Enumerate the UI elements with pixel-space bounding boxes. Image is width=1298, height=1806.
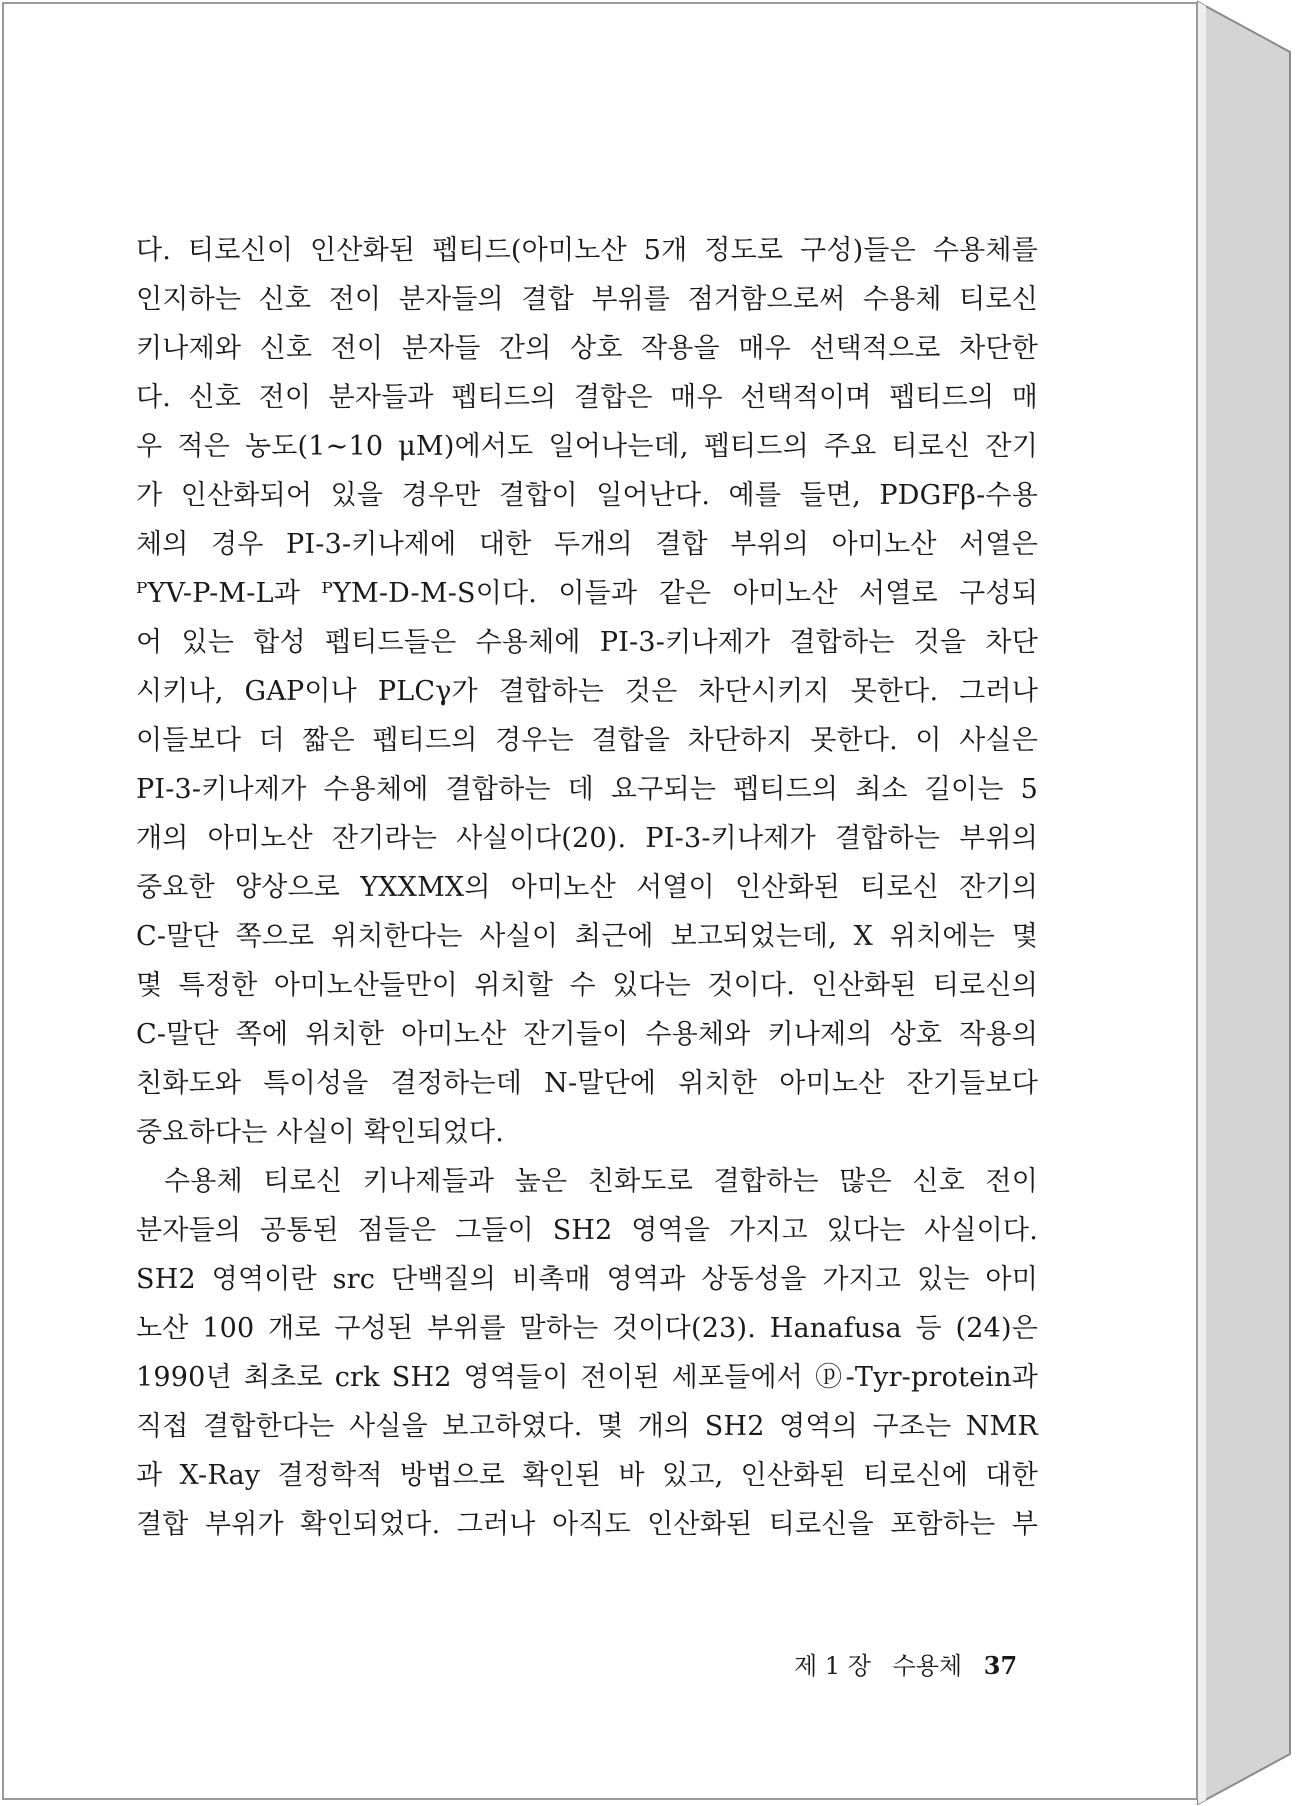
text-line: 어 있는 합성 펩티드들은 수용체에 PI-3-키나제가 결합하는 것을 차단 — [136, 627, 1038, 658]
paragraph-2 — [136, 1157, 1038, 1549]
text-line: 우 적은 농도(1∼10 μM)에서도 일어나는데, 펩티드의 주요 티로신 잔기 — [136, 431, 1038, 462]
text-line: 수용체 티로신 키나제들과 높은 친화도로 결합하는 많은 신호 전이 — [164, 1166, 1038, 1197]
text-line: 시키나, GAP이나 PLCγ가 결합하는 것은 차단시키지 못한다. 그러나 — [136, 676, 1038, 707]
text-line: 이들보다 더 짧은 펩티드의 경우는 결합을 차단하지 못한다. 이 사실은 — [136, 725, 1038, 756]
text-line: 키나제와 신호 전이 분자들 간의 상호 작용을 매우 선택적으로 차단한 — [136, 333, 1038, 364]
text-line: PI-3-키나제가 수용체에 결합하는 데 요구되는 펩티드의 최소 길이는 5 — [136, 774, 1038, 805]
chapter-title: 수용체 — [892, 1652, 963, 1680]
text-line: 개의 아미노산 잔기라는 사실이다(20). PI-3-키나제가 결합하는 부위의 — [136, 823, 1038, 854]
text-line: C-말단 쪽에 위치한 아미노산 잔기들이 수용체와 키나제의 상호 작용의 — [136, 1019, 1038, 1050]
page-number: 37 — [983, 1651, 1018, 1680]
text-line: 인지하는 신호 전이 분자들의 결합 부위를 점거함으로써 수용체 티로신 — [136, 284, 1038, 315]
text-line: 과 X-Ray 결정학적 방법으로 확인된 바 있고, 인산화된 티로신에 대한 — [136, 1460, 1038, 1491]
text-line: 다. 티로신이 인산화된 펩티드(아미노산 5개 정도로 구성)들은 수용체를 — [136, 235, 1038, 266]
text-line: SH2 영역이란 src 단백질의 비촉매 영역과 상동성을 가지고 있는 아미 — [136, 1264, 1038, 1295]
page-footer — [794, 1646, 1017, 1681]
text-line: 노산 100 개로 구성된 부위를 말하는 것이다(23). Hanafusa 등 (24)은 — [136, 1313, 1038, 1344]
text-line: 직접 결합한다는 사실을 보고하였다. 몇 개의 SH2 영역의 구조는 NMR — [136, 1411, 1038, 1442]
text-line: 결합 부위가 확인되었다. 그러나 아직도 인산화된 티로신을 포함하는 부 — [136, 1509, 1038, 1540]
text-line: ᴾYV-P-M-L과 ᴾYM-D-M-S이다. 이들과 같은 아미노산 서열로 구성되 — [136, 578, 1038, 609]
chapter-label: 제 1 장 — [794, 1652, 871, 1680]
text-line: 1990년 최초로 crk SH2 영역들이 전이된 세포들에서 ⓟ-Tyr-protein과 — [136, 1362, 1038, 1393]
paragraph-1 — [136, 226, 1038, 1157]
text-line: 중요하다는 사실이 확인되었다. — [136, 1117, 505, 1148]
text-line: 몇 특정한 아미노산들만이 위치할 수 있다는 것이다. 인산화된 티로신의 — [136, 970, 1038, 1001]
text-line: 친화도와 특이성을 결정하는데 N-말단에 위치한 아미노산 잔기들보다 — [136, 1068, 1038, 1099]
text-line: 다. 신호 전이 분자들과 펩티드의 결합은 매우 선택적이며 펩티드의 매 — [136, 382, 1038, 413]
text-line: 가 인산화되어 있을 경우만 결합이 일어난다. 예를 들면, PDGFβ-수용 — [136, 480, 1038, 511]
text-line: 체의 경우 PI-3-키나제에 대한 두개의 결합 부위의 아미노산 서열은 — [136, 529, 1038, 560]
text-line: C-말단 쪽으로 위치한다는 사실이 최근에 보고되었는데, X 위치에는 몇 — [136, 921, 1038, 952]
text-line: 중요한 양상으로 YXXMX의 아미노산 서열이 인산화된 티로신 잔기의 — [136, 872, 1038, 903]
body-text — [136, 226, 1038, 1549]
text-line: 분자들의 공통된 점들은 그들이 SH2 영역을 가지고 있다는 사실이다. — [136, 1215, 1038, 1246]
